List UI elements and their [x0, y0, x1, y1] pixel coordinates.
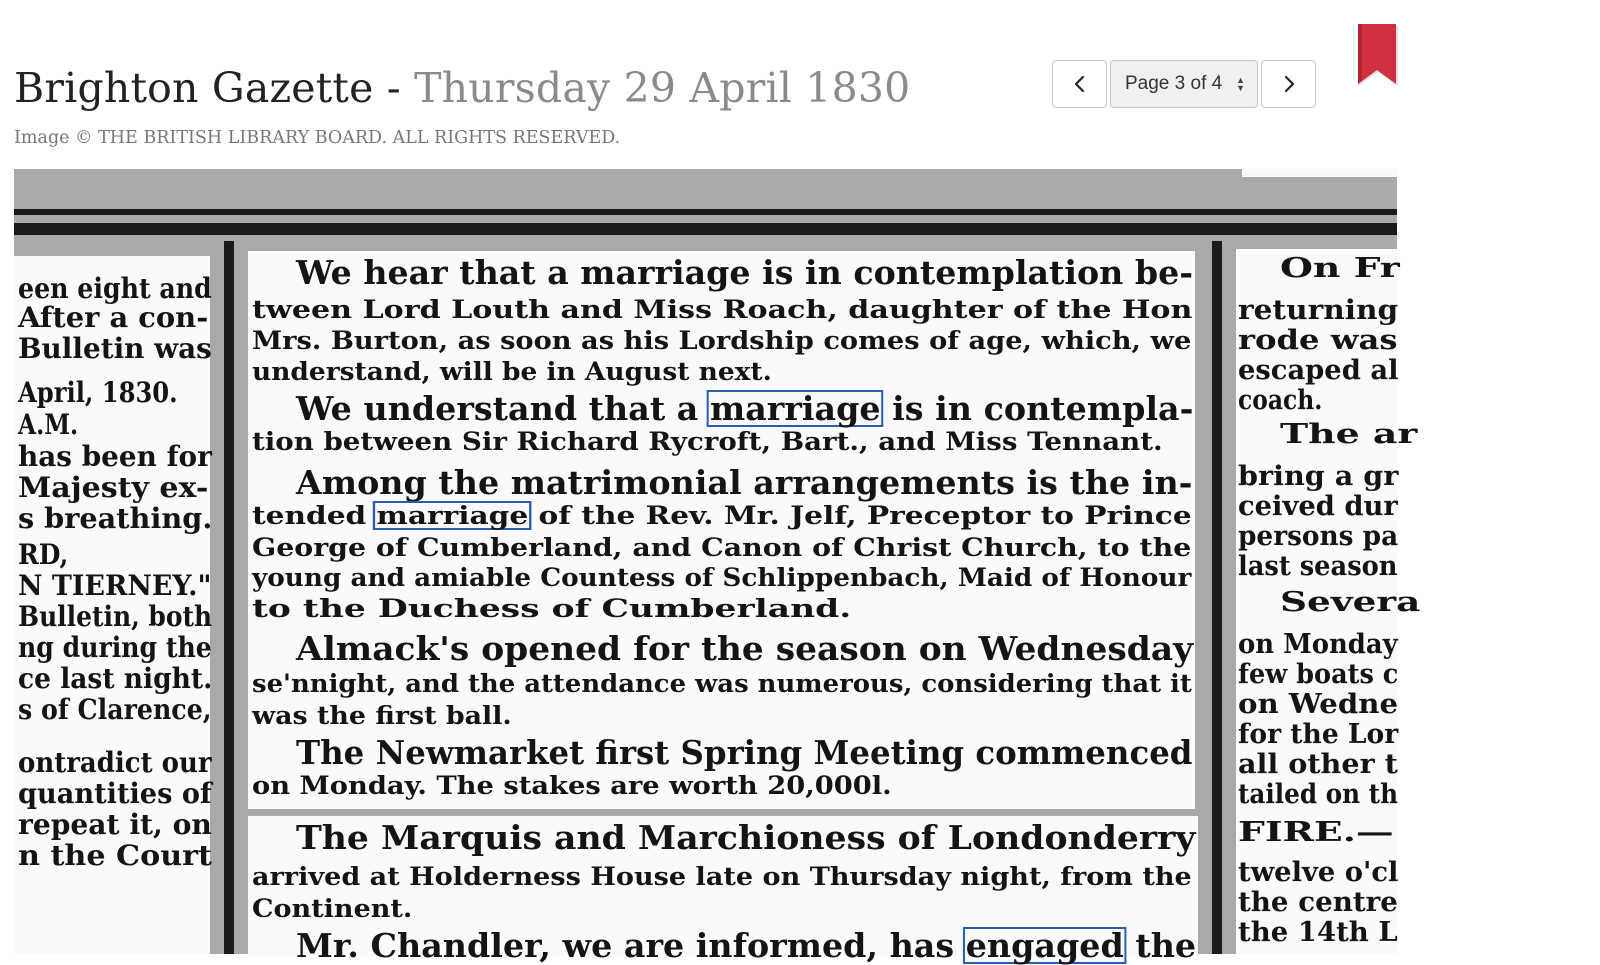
scan-text-line: coach.	[1238, 385, 1323, 416]
previous-page-button[interactable]	[1052, 60, 1107, 108]
scan-text-line: We understand that a marriage is in contempla-	[296, 389, 1194, 428]
scan-text-line: April, 1830.	[18, 376, 178, 409]
scan-text-line: on Wedne	[1238, 689, 1399, 720]
scan-column-rule-right	[1212, 241, 1222, 954]
scan-text-line: understand, will be in August next.	[252, 357, 772, 386]
scan-text-line: We hear that a marriage is in contemplation be-	[296, 253, 1194, 292]
scan-text-line: quantities of	[18, 777, 212, 810]
scan-text-line: A.M.	[18, 408, 79, 441]
issue-date: Thursday 29 April 1830	[414, 64, 911, 112]
copyright-notice: Image © THE BRITISH LIBRARY BOARD. ALL RIGHTS RESERVED.	[14, 128, 621, 148]
select-arrows-icon: ▲ ▼	[1236, 75, 1245, 93]
scan-text-line: ceived dur	[1238, 491, 1398, 522]
page-select[interactable]	[1110, 60, 1258, 108]
scan-double-rule-top	[14, 209, 1397, 215]
newspaper-scan-viewer[interactable]	[14, 169, 1421, 965]
scan-fragment-top-right	[1242, 169, 1397, 177]
scan-text-line: young and amiable Countess of Schlippenbach, Maid of Honour	[252, 563, 1192, 592]
scan-text-line: On Fr	[1280, 253, 1400, 284]
page-navigator	[1052, 60, 1316, 108]
scan-text-line: twelve o'cl	[1238, 857, 1399, 888]
scan-text-line: last season	[1238, 551, 1398, 582]
scan-text-line: tion between Sir Richard Rycroft, Bart., and Miss Tennant.	[252, 427, 1163, 456]
search-hit-highlight[interactable]: marriage	[707, 390, 884, 427]
scan-text-line: Mrs. Burton, as soon as his Lordship comes of age, which, we	[252, 326, 1192, 355]
page-select-value: Page 3 of 4	[1125, 73, 1223, 94]
scan-text-line: few boats c	[1238, 659, 1399, 690]
scan-text-line: FIRE.—	[1238, 817, 1394, 848]
scan-text-line: to the Duchess of Cumberland.	[252, 594, 852, 623]
scan-text-line: was the first ball.	[252, 701, 512, 730]
scan-text-line: n the Court	[18, 839, 213, 872]
scan-main-article	[248, 251, 1195, 809]
scan-text-line: has been for	[18, 440, 212, 473]
scan-text-line: RD,	[18, 538, 69, 571]
page-title	[14, 62, 910, 114]
scan-text-line: Almack's opened for the season on Wednesday	[296, 629, 1194, 668]
scan-text-line: The ar	[1280, 419, 1418, 450]
scan-text-line: tailed on th	[1238, 779, 1399, 810]
scan-text-line: tween Lord Louth and Miss Roach, daughter of the Hon	[252, 295, 1193, 324]
scan-text-line: repeat it, on	[18, 808, 212, 841]
scan-text-line: bring a gr	[1238, 461, 1399, 492]
scan-text-line: arrived at Holderness House late on Thursday night, from the	[252, 862, 1192, 891]
scan-text-line: ng during the	[18, 631, 212, 664]
newspaper-name: Brighton Gazette	[14, 64, 374, 112]
scan-right-column	[1236, 249, 1421, 954]
scan-text-line: on Monday. The stakes are worth 20,000l.	[252, 771, 892, 800]
title-separator: -	[373, 64, 415, 112]
chevron-left-icon	[1072, 74, 1088, 94]
scan-text-line: s breathing.	[18, 502, 213, 535]
scan-text-line: Severa	[1280, 587, 1421, 618]
next-page-button[interactable]	[1261, 60, 1316, 108]
bookmark-ribbon-icon	[1356, 24, 1398, 90]
scan-text-line: Bulletin was	[18, 332, 212, 365]
bookmark-button[interactable]	[1356, 24, 1398, 94]
scan-text-line: Continent.	[252, 894, 413, 923]
scan-column-rule-left	[224, 241, 234, 954]
scan-text-line: on Monday	[1238, 629, 1398, 660]
scan-text-line: all other t	[1238, 749, 1398, 780]
scan-text-line: N TIERNEY."	[18, 569, 212, 602]
scan-text-line: Among the matrimonial arrangements is the in-	[296, 463, 1193, 502]
scan-text-line: Bulletin, both	[18, 600, 213, 633]
scan-text-line: the centre	[1238, 887, 1398, 918]
scan-text-line: tended marriage of the Rev. Mr. Jelf, Preceptor to Prince	[252, 501, 1192, 530]
scan-text-line: Mr. Chandler, we are informed, has engaged the	[296, 926, 1197, 965]
scan-text-line: ontradict our	[18, 746, 212, 779]
scan-text-line: George of Cumberland, and Canon of Christ Church, to the	[252, 533, 1192, 562]
search-hit-highlight[interactable]: engaged	[963, 927, 1127, 964]
scan-text-line: The Newmarket first Spring Meeting commenced	[296, 733, 1193, 772]
scan-text-line: Majesty ex-	[18, 471, 209, 504]
scan-left-column	[14, 256, 213, 954]
scan-text-line: rode was	[1238, 325, 1398, 356]
scan-text-line: persons pa	[1238, 521, 1399, 552]
scan-double-rule-bottom	[14, 223, 1397, 235]
scan-text-line: een eight and	[18, 272, 212, 305]
scan-text-line: After a con-	[18, 301, 209, 334]
scan-text-line: returning	[1238, 295, 1399, 326]
search-hit-highlight[interactable]: marriage	[373, 501, 532, 530]
scan-text-line: escaped al	[1238, 355, 1399, 386]
scan-second-article	[248, 816, 1198, 965]
scan-text-line: The Marquis and Marchioness of Londonderry	[296, 818, 1196, 857]
scan-text-line: for the Lor	[1238, 719, 1399, 750]
scan-text-line: ce last night.	[18, 662, 213, 695]
scan-text-line: se'nnight, and the attendance was numerous, considering that it	[252, 669, 1192, 698]
chevron-right-icon	[1281, 74, 1297, 94]
scan-text-line: the 14th L	[1238, 917, 1398, 948]
scan-text-line: s of Clarence,	[18, 693, 212, 726]
